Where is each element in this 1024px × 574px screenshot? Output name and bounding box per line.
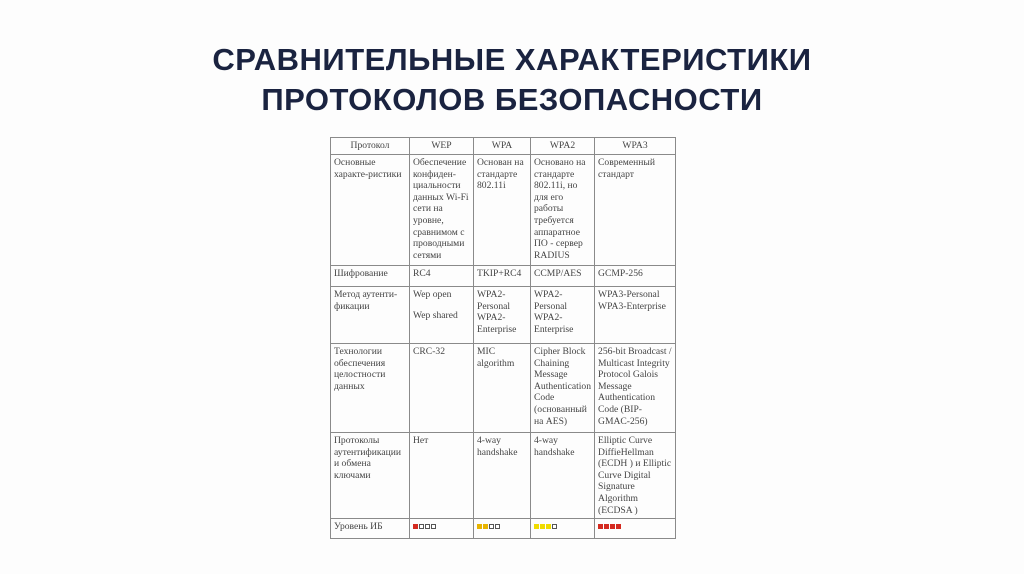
cell-wpa: MIC algorithm: [474, 344, 531, 433]
row-label: Технологии обеспечения целостности данных: [331, 344, 410, 433]
slide-title-line-1: СРАВНИТЕЛЬНЫЕ ХАРАКТЕРИСТИКИ: [212, 42, 812, 77]
table-row-keyexchange: [331, 433, 676, 519]
cell-wpa2: [531, 519, 595, 539]
table-row-auth: [331, 287, 676, 344]
row-label: Шифрование: [331, 266, 410, 287]
cell-wep: [410, 519, 474, 539]
rating-square-filled: [616, 524, 621, 529]
cell-wep: Нет: [410, 433, 474, 519]
comparison-table: [330, 137, 676, 539]
table-row-integrity: [331, 344, 676, 433]
rating-square-filled: [477, 524, 482, 529]
row-label: Уровень ИБ: [331, 519, 410, 539]
cell-wpa: Основан на стандарте 802.11i: [474, 155, 531, 266]
table-row-security-level: [331, 519, 676, 539]
rating-square-empty: [425, 524, 430, 529]
header-wpa3: WPA3: [595, 138, 676, 155]
cell-wpa3: GCMP-256: [595, 266, 676, 287]
cell-wpa3: [595, 519, 676, 539]
header-protocol: Протокол: [331, 138, 410, 155]
header-wep: WEP: [410, 138, 474, 155]
wep-open-text: Wep open: [413, 289, 452, 300]
security-rating-wpa3: [598, 521, 622, 532]
cell-wpa2: Cipher Block Chaining Message Authentication Code (основанный на AES): [531, 344, 595, 433]
rating-square-filled: [413, 524, 418, 529]
cell-wpa2: WPA2-Personal WPA2-Enterprise: [531, 287, 595, 344]
rating-square-filled: [483, 524, 488, 529]
slide-title: [0, 40, 1024, 120]
row-label: Основные характе-ристики: [331, 155, 410, 266]
wep-shared-text: Wep shared: [413, 309, 458, 321]
cell-wpa3: WPA3-Personal WPA3-Enterprise: [595, 287, 676, 344]
rating-square-filled: [534, 524, 539, 529]
cell-wpa: TKIP+RC4: [474, 266, 531, 287]
rating-square-empty: [552, 524, 557, 529]
table-row-encryption: [331, 266, 676, 287]
row-label: Метод аутенти-фикации: [331, 287, 410, 344]
security-rating-wpa2: [534, 521, 558, 532]
rating-square-empty: [431, 524, 436, 529]
cell-wpa2: Основано на стандарте 802.11i, но для его работы требуется аппаратное ПО - сервер RADIUS: [531, 155, 595, 266]
cell-wpa: WPA2-Personal WPA2-Enterprise: [474, 287, 531, 344]
slide-title-line-2: ПРОТОКОЛОВ БЕЗОПАСНОСТИ: [261, 82, 763, 117]
rating-square-filled: [546, 524, 551, 529]
row-label: Протоколы аутентификации и обмена ключами: [331, 433, 410, 519]
table-row-characteristics: [331, 155, 676, 266]
cell-wpa: [474, 519, 531, 539]
table-header-row: [331, 138, 676, 155]
cell-wep: [410, 287, 474, 344]
cell-wep: CRC-32: [410, 344, 474, 433]
security-rating-wpa: [477, 521, 501, 532]
cell-wpa2: CCMP/AES: [531, 266, 595, 287]
cell-wpa2: 4-way handshake: [531, 433, 595, 519]
cell-wpa3: Современный стандарт: [595, 155, 676, 266]
rating-square-filled: [540, 524, 545, 529]
cell-wpa3: Elliptic Curve DiffieHellman (ECDH ) и Elliptic Curve Digital Signature Algorithm (ECDSA ): [595, 433, 676, 519]
rating-square-empty: [495, 524, 500, 529]
rating-square-filled: [604, 524, 609, 529]
rating-square-empty: [489, 524, 494, 529]
cell-wpa3: 256-bit Broadcast / Multicast Integrity Protocol Galois Message Authentication Code (BIP-GMAC-256): [595, 344, 676, 433]
cell-wpa: 4-way handshake: [474, 433, 531, 519]
rating-square-filled: [610, 524, 615, 529]
header-wpa2: WPA2: [531, 138, 595, 155]
security-rating-wep: [413, 521, 437, 532]
rating-square-empty: [419, 524, 424, 529]
rating-square-filled: [598, 524, 603, 529]
header-wpa: WPA: [474, 138, 531, 155]
cell-wep: RC4: [410, 266, 474, 287]
cell-wep: Обеспечение конфиден-циальности данных Wi-Fi сети на уровне, сравнимом с проводными сетями: [410, 155, 474, 266]
